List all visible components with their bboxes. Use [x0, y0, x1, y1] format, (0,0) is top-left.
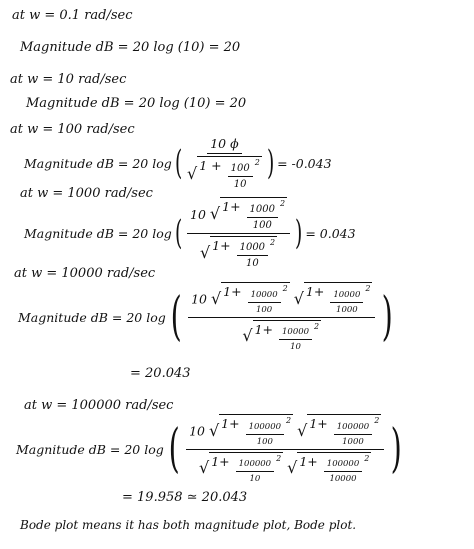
- numerator: 10 √ 1+ $\frac{100000}{100}$ $^2$ √ 1+ $\frac{100000}{1000}$ $^2$: [186, 414, 384, 449]
- lhs: Magnitude dB = 20 log: [18, 309, 166, 325]
- condition-w-10: at w = 10 rad/sec: [10, 72, 127, 87]
- condition-w-10000: at w = 10000 rad/sec: [14, 266, 156, 281]
- condition-w-100: at w = 100 rad/sec: [10, 122, 135, 137]
- fraction: [188, 282, 375, 351]
- equation-w-100: Magnitude dB = 20 log ( 10 ϕ √ 1 + $\frac{100}{10}$ $^2$ ) = -0.043: [24, 136, 332, 190]
- denominator: √ 1+ $\frac{100000}{10}$ $^2$ √ 1+ $\frac{100000}{10000}$ $^2$: [199, 453, 370, 484]
- lhs: Magnitude dB = 20 log: [16, 441, 164, 457]
- result-w-10000: = 20.043: [130, 366, 191, 381]
- condition-w-100000: at w = 100000 rad/sec: [24, 398, 174, 413]
- numerator: 10 √ 1+ $\frac{1000}{100}$ $^2$: [187, 197, 290, 233]
- fraction: [187, 136, 262, 189]
- lhs: Magnitude dB = 20 log: [24, 225, 172, 241]
- equation-w-1000: Magnitude dB = 20 log ( 10 √ 1+ $\frac{1000}{100}$ $^2$ √ 1+ $\frac{1000}{10}$ $^2$ ) = 0.043: [24, 199, 356, 269]
- condition-w-0.1: at w = 0.1 rad/sec: [12, 8, 133, 23]
- condition-w-1000: at w = 1000 rad/sec: [20, 186, 153, 201]
- equation-w-10000: Magnitude dB = 20 log ( 10 √ 1+ $\frac{10000}{100}$ $^2$ √ 1+ $\frac{10000}{1000}$ $^2$ √ 1+ $\frac{10000}{10}$ $^2$ ): [18, 284, 394, 352]
- denominator: √ 1+ $\frac{10000}{10}$ $^2$: [242, 321, 320, 352]
- fraction: [186, 414, 384, 483]
- fraction: [187, 197, 290, 268]
- result: = -0.043: [277, 155, 332, 171]
- equation-w-0.1: Magnitude dB = 20 log (10) = 20: [20, 40, 241, 55]
- equation-w-100000: Magnitude dB = 20 log ( 10 √ 1+ $\frac{100000}{100}$ $^2$ √ 1+ $\frac{100000}{1000}$ $^2$ √ 1+ $\frac{100000}{10}$ $^2$ √ 1+ $\frac{100000}{10000}$ $^2$ ): [16, 416, 403, 484]
- denominator: √ 1 + $\frac{100}{10}$ $^2$: [187, 158, 260, 190]
- result: = 0.043: [305, 225, 356, 241]
- lhs: Magnitude dB = 20 log: [24, 155, 172, 171]
- numerator: 10 √ 1+ $\frac{10000}{100}$ $^2$ √ 1+ $\frac{10000}{1000}$ $^2$: [188, 282, 375, 317]
- footer-note: Bode plot means it has both magnitude plot, Bode plot.: [20, 518, 357, 532]
- result-w-100000: = 19.958 ≃ 20.043: [122, 490, 248, 505]
- denominator: √ 1+ $\frac{1000}{10}$ $^2$: [199, 237, 276, 269]
- equation-w-10: Magnitude dB = 20 log (10) = 20: [26, 96, 247, 111]
- numerator: 10 ϕ: [207, 136, 241, 154]
